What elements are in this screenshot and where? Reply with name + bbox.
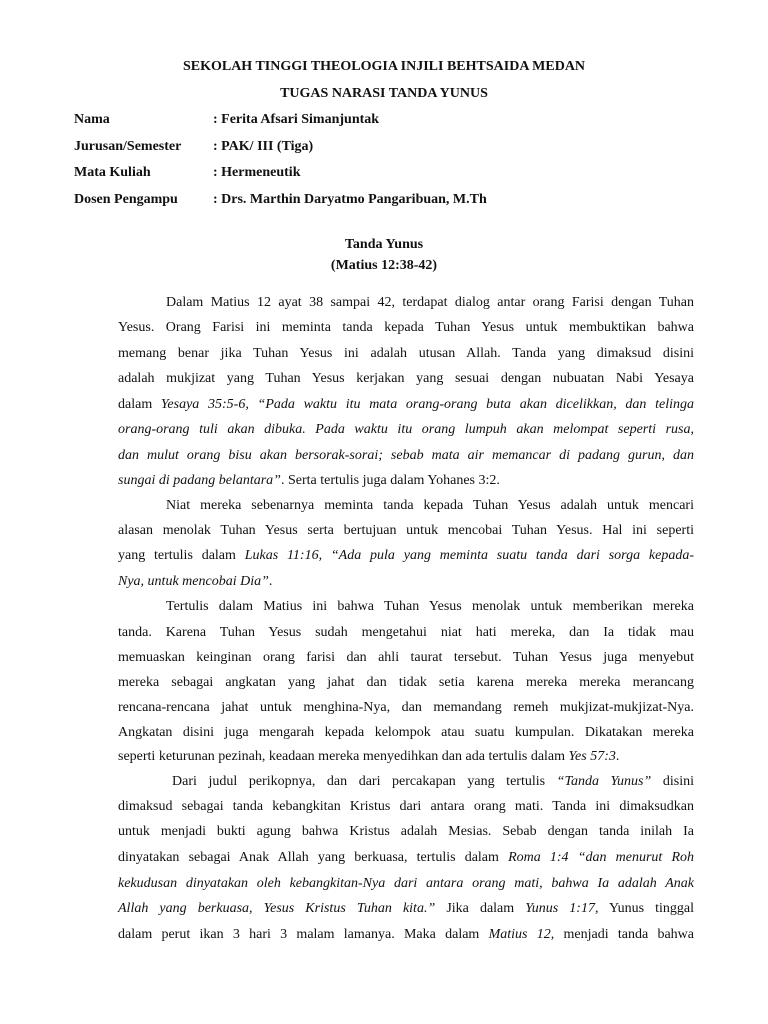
institution-title: SEKOLAH TINGGI THEOLOGIA INJILI BEHTSAIDA MEDAN [182, 59, 586, 74]
body-line: Yesus. Orang Farisi ini meminta tanda kepada Tuhan Yesus untuk membuktikan bahwa [118, 320, 694, 335]
info-label-jurusan: Jurusan/Semester [74, 139, 182, 154]
body-text: Jika dalam [435, 901, 526, 916]
section-reference: (Matius 12:38-42) [330, 258, 438, 273]
body-line [118, 547, 694, 565]
body-text: yang tertulis dalam [118, 548, 245, 563]
body-line [118, 849, 694, 867]
info-label-dosen: Dosen Pengampu [74, 192, 178, 207]
body-text: Dari judul perikopnya, dan dari percakapan yang tertulis [172, 774, 557, 789]
info-value-nama: : Ferita Afsari Simanjuntak [213, 112, 380, 127]
body-line: tanda. Karena Tuhan Yesus sudah mengetahui niat hati mereka, dan Ia tidak mau [118, 625, 694, 640]
body-line: alasan menolak Tuhan Yesus serta bertujuan untuk mencobai Tuhan Yesus. Hal ini seperti [118, 523, 694, 538]
scripture-quote: Roma 1:4 “dan menurut Roh [508, 850, 694, 865]
body-line [118, 396, 694, 414]
body-line [118, 447, 694, 465]
body-text: menjadi tanda bahwa [554, 927, 694, 942]
section-title: Tanda Yunus [344, 237, 424, 252]
body-text: dalam [118, 397, 161, 412]
body-line: dimaksud sebagai tanda kebangkitan Kristus dari antara orang mati. Tanda ini dimaksudkan [118, 799, 694, 814]
body-line: untuk menjadi bukti agung bahwa Kristus adalah Mesias. Sebab dengan tanda inilah Ia [118, 824, 694, 839]
body-line: Angkatan disini juga mengarah kepada kelompok atau suatu kumpulan. Dikatakan mereka [118, 725, 694, 740]
scripture-quote: Lukas 11:16, “Ada pula yang meminta suatu tanda dari sorga kepada- [244, 548, 694, 563]
scripture-quote: Allah yang berkuasa, Yesus Kristus Tuhan kita.” [118, 901, 436, 916]
scripture-quote: dan mulut orang bisu akan bersorak-sorai; sebab mata air memancar di padang gurun, dan [118, 448, 694, 463]
body-line [118, 926, 694, 944]
body-line [118, 421, 694, 439]
body-line [118, 875, 694, 893]
body-text: dinyatakan sebagai Anak Allah yang berkuasa, tertulis dalam [118, 850, 509, 865]
body-line [118, 472, 694, 490]
body-line: Tertulis dalam Matius ini bahwa Tuhan Yesus menolak untuk memberikan mereka [166, 599, 694, 614]
body-line: Dalam Matius 12 ayat 38 sampai 42, terdapat dialog antar orang Farisi dengan Tuhan [166, 295, 694, 310]
info-value-dosen: : Drs. Marthin Daryatmo Pangaribuan, M.Th [213, 192, 487, 207]
info-label-mata-kuliah: Mata Kuliah [74, 165, 151, 180]
scripture-quote: kekudusan dinyatakan oleh kebangkitan-Nya dari antara orang mati, bahwa Ia adalah Anak [118, 876, 694, 891]
body-text: seperti keturunan pezinah, keadaan mereka menyedihkan dan ada tertulis dalam [118, 749, 569, 764]
body-text: . Serta tertulis juga dalam Yohanes 3:2. [280, 473, 500, 488]
body-line: mereka sebagai angkatan yang jahat dan tidak setia karena mereka mereka merancang [118, 675, 694, 690]
scripture-quote: sungai di padang belantara” [118, 473, 281, 488]
body-line [118, 773, 694, 791]
body-text: . [268, 574, 273, 589]
body-text: Yunus tinggal [598, 901, 694, 916]
body-line [118, 748, 694, 766]
body-line [118, 573, 694, 591]
body-line: adalah mukjizat yang Tuhan Yesus kerjakan yang sesuai dengan nubuatan Nabi Yesaya [118, 371, 694, 386]
assignment-title: TUGAS NARASI TANDA YUNUS [280, 86, 488, 101]
body-text: disini [651, 774, 694, 789]
scripture-quote: orang-orang tuli akan dibuka. Pada waktu itu orang lumpuh akan melompat seperti rusa, [118, 422, 694, 437]
scripture-reference: Yes 57:3 [568, 749, 616, 764]
quoted-title: “Tanda Yunus” [556, 774, 652, 789]
body-line [118, 900, 694, 918]
body-text: . [615, 749, 620, 764]
info-value-mata-kuliah: : Hermeneutik [213, 165, 301, 180]
info-label-nama: Nama [74, 112, 110, 127]
info-value-jurusan: : PAK/ III (Tiga) [213, 139, 314, 154]
body-line: Niat mereka sebenarnya meminta tanda kepada Tuhan Yesus adalah untuk mencari [166, 498, 694, 513]
scripture-reference: Yunus 1:17, [525, 901, 599, 916]
body-line: memang benar jika Tuhan Yesus ini adalah utusan Allah. Tanda yang dimaksud disini [118, 346, 694, 361]
body-text: dalam perut ikan 3 hari 3 malam lamanya. Maka dalam [118, 927, 489, 942]
scripture-quote: Nya, untuk mencobai Dia” [118, 574, 269, 589]
scripture-reference: Matius 12, [488, 927, 555, 942]
body-line: memuaskan keinginan orang farisi dan ahli taurat tersebut. Tuhan Yesus juga menyebut [118, 650, 694, 665]
body-line: rencana-rencana jahat untuk menghina-Nya, dan memandang remeh mukjizat-mukjizat-Nya. [118, 700, 694, 715]
scripture-quote: Yesaya 35:5-6, “Pada waktu itu mata orang-orang buta akan dicelikkan, dan telinga [160, 397, 694, 412]
